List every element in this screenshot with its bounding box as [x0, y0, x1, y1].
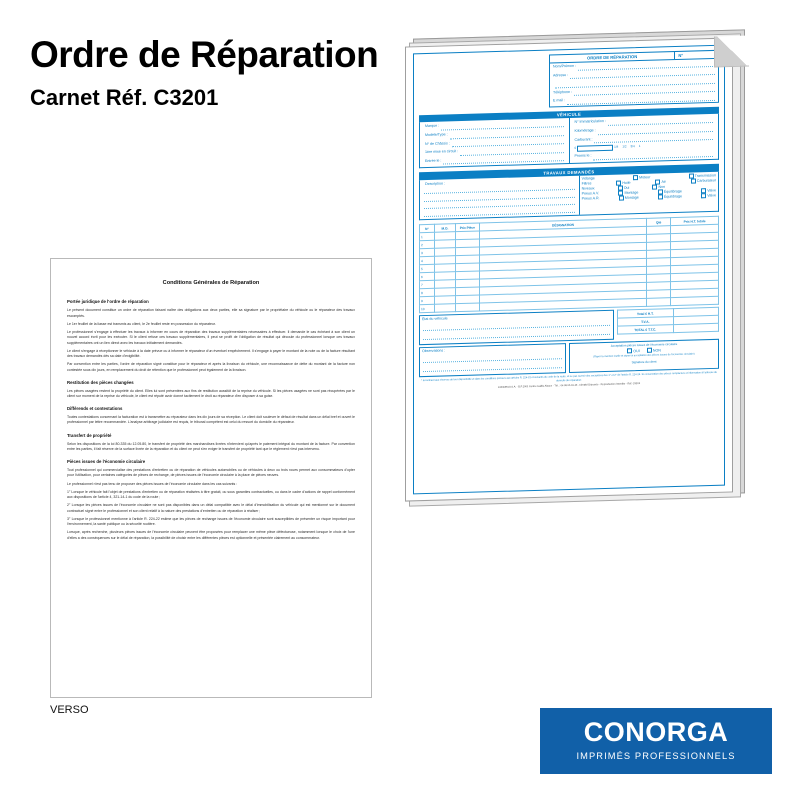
checkbox-icon[interactable]: [627, 348, 632, 353]
col-prix-piece: Prix Pièce: [455, 223, 479, 232]
repair-order-pad: [405, 34, 757, 504]
designation-table: [419, 216, 719, 313]
fuel-tick-3: 3/4: [630, 144, 635, 149]
verso-heading: Conditions Générales de Réparation: [162, 280, 260, 286]
works-option-air[interactable]: Air: [655, 179, 666, 184]
checkbox-icon[interactable]: [652, 184, 657, 189]
field-label-nom: Nom/Prénom :: [553, 63, 577, 69]
row-number: 10: [420, 304, 435, 312]
circular-box-title: Acceptation pièces issues de l'économie circulaire: [610, 342, 678, 349]
works-option-valve-ar[interactable]: Valve: [701, 193, 716, 198]
verso-paragraph: Selon les dispositions de la loi 80-335 du 12.05.80, le transfert de propriété des marchandises livrées n'intervient qu'après le paiement intégral du montant de la facture. Par convention entre les parties, il fait réserve de la surface livrée de la réparation et du client ne peut s'en exiger le transfert de propriété tant que le règlement n'est pas intervenu.: [67, 441, 355, 451]
works-option-moteur[interactable]: Moteur: [633, 174, 650, 179]
row-number: 7: [420, 280, 435, 288]
circular-option-oui[interactable]: OUI: [627, 349, 640, 353]
verso-paragraph: 3° Lorsque le professionnel mentionne à l'article R. 224-22 estime que les pièces de rechange issues de l'économie circulaire sont susceptibles de présenter un risque important pour l'environnement, la santé publique ou la sécurité routière.: [67, 516, 355, 527]
verso-document: [50, 258, 372, 716]
verso-paragraph: Toutes contestations concernant la facturation est à transmettre au réparateur dans les dix jours de sa réception. Le client doit soulever le défaut de résultat dans un délai bref et ouvert le professionnel par lettre recommandée. L'analyse arbitrage judiciaire est requis, le tribunal compétent est celui du ressort du domicile du réparateur.: [67, 415, 355, 425]
col-qte: Qté: [647, 218, 671, 227]
page-title: Ordre de Réparation: [30, 34, 379, 75]
col-num: N°: [420, 224, 435, 232]
totals-label-ht: Total € H.T.: [618, 309, 674, 319]
checkbox-icon[interactable]: [633, 175, 638, 180]
works-option-carburateur[interactable]: Carburateur: [691, 178, 716, 184]
totals-table: [617, 307, 719, 335]
works-label-filtres: Filtres: [581, 181, 592, 186]
field-label-telephone: Téléphone :: [553, 89, 572, 95]
works-option-transmission[interactable]: Transmission: [689, 173, 716, 179]
works-option-non[interactable]: Non: [652, 184, 665, 189]
col-mo: M.O.: [434, 224, 455, 233]
verso-section-heading: Restitution des pièces changées: [67, 379, 134, 385]
row-number: 9: [420, 296, 435, 304]
field-label-chassis: N° de Châssis :: [425, 140, 450, 146]
works-option-huile[interactable]: Huile: [616, 180, 630, 185]
totals-label-tva: T.V.A.: [618, 317, 674, 327]
verso-paragraph: Par convention entre les parties, l'ordre de réparation signé constitue pour le réparateur et après la livraison du véhicule, une reconnaissance de dette du montant de la facture non contestée sous dix jours, en remplacement du droit de rétention que le professionnel peut également de la livraison.: [67, 362, 355, 372]
totals-value-ttc[interactable]: [673, 323, 718, 332]
row-number: 8: [420, 288, 435, 296]
verso-paragraph: Les pièces usagées restent la propriété du client. Elles lui sont présentées aux fins de restitution aussitôt de la reprise du véhicule. Si les pièces usagées ne sont pas récupérées par le client sur moment de la reprise du véhicule, le client est réputé avoir donné tacitement le droit au réparateur d'en disposer à sa guise.: [67, 388, 355, 399]
row-number: 5: [420, 264, 435, 272]
checkbox-icon[interactable]: [619, 195, 624, 200]
company-line: CONORGA S.A. - B.P.1001 Centre Gaillle Alsace - Tél. : 04 99 65 01 43 - Identité Déposée - Reproduction Interdite - Réf. C3201: [497, 382, 641, 390]
checkbox-icon[interactable]: [701, 193, 706, 198]
field-label-modele: Modèle/Type :: [425, 132, 448, 137]
field-label-promis: Promis le :: [574, 153, 592, 158]
verso-paragraph: 1° Lorsque le véhicule fait l'objet de prestations d'entretien ou de réparation réalisées à titre gratuit, ou sous garanties contractuelles, ou dans le cadre d'actions de rappel conformément aux dispositions de l'article 4, 321-14-1 du code de la route ;: [67, 489, 355, 500]
field-label-description: Description :: [425, 181, 445, 186]
row-number: 1: [420, 232, 435, 240]
observations-line-1[interactable]: [423, 352, 562, 362]
field-label-kilometrage: Kilométrage :: [574, 128, 596, 133]
field-label-miseencirculation: 1ère mise en circuit :: [425, 149, 459, 155]
field-label-carburant: Carburant :: [574, 136, 593, 142]
verso-section-heading: Transfert de propriété: [67, 432, 112, 438]
row-number: 2: [420, 240, 435, 248]
verso-paragraph: Le professionnel n'est pas tenu de proposer des pièces issues de l'économie circulaire dans les cas suivants :: [67, 481, 238, 486]
verso-paragraph: Le professionnel s'engage à effectuer les travaux à informer en cours de réparation des travaux supplémentaires nécessaires à effectuer. Il demande le cas échéant à son client un nouvel accord écrit pour les exécuter. Si le client refuse ces travaux supplémentaires, il peut se profit de l'obligation de résultat qui découle du professionnel lorsque ces travaux supplémentaires ont un lien direct avec les travaux initialement demandés.: [67, 330, 355, 345]
works-option-montage-av[interactable]: Montage: [618, 190, 638, 196]
verso-section-heading: Pièces issues de l'économie circulaire: [67, 459, 146, 465]
works-option-montage-ar[interactable]: Montage: [619, 195, 639, 201]
fuel-tick-2: 1/2: [622, 144, 627, 149]
verso-label: VERSO: [50, 704, 89, 716]
logo-tagline: IMPRIMÉS PROFESSIONNELS: [576, 751, 736, 761]
works-label-pneus-av: Pneus A.V.: [581, 190, 600, 196]
field-label-observations: Observations :: [422, 348, 446, 354]
checkbox-icon[interactable]: [647, 348, 652, 353]
section-vehicle-bar: VÉHICULE: [419, 107, 719, 123]
works-option-valve-av[interactable]: Valve: [701, 188, 716, 193]
verso-paragraph: 2° Lorsque les pièces issues de l'économie circulaire ne sont pas disponibles dans un délai compatible avec le délai d'immobilisation du véhicule qui est mentionné sur le document contractuel signé entre le professionnel et son client relatif à la nature des prestations d'entretien ou de réparation à réaliser ;: [67, 503, 355, 513]
signature-label: Signature du client: [631, 359, 657, 364]
verso-paragraph: Lorsque, après recherche, plusieurs pièces issues de l'économie circulaire peuvent être proposées pour remplacer une même pièce défectueuse, notamment lorsque le choix de l'une d'elles a des conséquences sur le délai de réparation, la possibilité de choisir entre les différentes pièces est optionnelle et présentée clairement au consommateur.: [67, 530, 355, 540]
repair-order-form: [413, 45, 725, 495]
works-option-oui[interactable]: Oui: [618, 185, 630, 190]
field-input-entree[interactable]: [443, 155, 563, 165]
row-number: 6: [420, 272, 435, 280]
row-number: 3: [420, 248, 435, 256]
field-label-entree: Entrée le :: [425, 158, 442, 163]
cell-total[interactable]: [671, 296, 719, 305]
section-works-bar: TRAVAUX DEMANDÉS: [419, 164, 719, 180]
fuel-tick-0: 0: [574, 145, 577, 150]
field-input-email[interactable]: [567, 94, 715, 105]
pad-top-sheet: [405, 37, 733, 501]
observations-line-2[interactable]: [423, 362, 562, 372]
verso-section-heading: Différends et contestations: [67, 406, 123, 412]
works-label-vidange: Vidange: [581, 175, 595, 181]
fuel-gauge-bar[interactable]: [574, 145, 613, 152]
fuel-tick-4: 1: [638, 144, 641, 149]
row-number: 4: [420, 256, 435, 264]
title-block: [30, 36, 410, 111]
field-label-marque: Marque :: [425, 123, 440, 129]
verso-paragraph: Tout professionnel qui commercialise des prestations d'entretien ou de réparation de véhicules automobiles ou de véhicules à deux ou trois roues permet aux consommateurs d'opter pour l'utilisation, pour certaines catégories de pièces de rechange, de pièces issues de l'économie circulaire à la place de pièces neuves.: [67, 468, 355, 478]
form-number-label: N°: [674, 51, 718, 59]
checkbox-icon[interactable]: [658, 194, 663, 199]
cell-mo[interactable]: [434, 304, 455, 313]
totals-row-ttc: [618, 323, 719, 334]
verso-paragraph: Le client s'engage à réceptionner le véhicule à la date prévue ou à informer le réparateur d'un éventuel empêchement. Il s'engage à payer le montant de la note ou de la facture résultant des travaux demandés dès sa date d'exigibilité.: [67, 348, 355, 359]
fuel-tick-1: 1/4: [614, 144, 619, 149]
pad-corner-fold: [714, 36, 749, 68]
field-label-adresse: Adresse :: [553, 72, 569, 78]
cell-qte[interactable]: [647, 298, 671, 307]
cell-prix-piece[interactable]: [455, 303, 479, 312]
circular-note: (Rayer la mention inutile et signer si acceptation des pièces issues de l'économie circulaire): [593, 352, 695, 359]
logo-name: CONORGA: [583, 717, 729, 747]
circular-option-non[interactable]: NON: [647, 348, 661, 352]
verso-paragraph: Le 1er feuillet de la liasse est transmis au client, le 2e feuillet reste en possession du réparateur.: [67, 321, 216, 326]
conorga-logo: [540, 708, 772, 774]
page-subtitle: Carnet Réf. C3201: [30, 84, 219, 110]
works-option-equilibrage-av[interactable]: Équilibrage: [658, 189, 682, 195]
form-header-title: ORDRE DE RÉPARATION: [586, 54, 638, 61]
verso-sheet: [50, 258, 372, 698]
form-footnote: * Incombant aux réserves de leur disponibilité et dans les conditions prévues aux articles R. 224-22 et suivants du code de la route, et ne pas revenir des exceptions des 1° et 2° de l'article R. 224-24. Si conservation des pièces remplacées et information à l'adresse du domicile du réparateur.: [421, 371, 717, 383]
field-label-etat: État du véhicule: [422, 316, 448, 322]
col-designation: DÉSIGNATION: [479, 218, 646, 231]
works-option-equilibrage-ar[interactable]: Équilibrage: [658, 194, 682, 200]
works-label-niveaux: Niveaux: [581, 185, 595, 191]
field-input-promis[interactable]: [593, 150, 713, 160]
works-label-pneus-ar: Pneus A.R.: [581, 195, 600, 201]
totals-label-ttc: TOTAL € T.T.C.: [618, 325, 674, 335]
field-label-email: E mail :: [553, 98, 565, 103]
col-prix-total: Prix H.T. totale: [671, 216, 719, 225]
field-label-immatriculation: N° Immatriculation :: [574, 119, 606, 125]
verso-paragraph: Le présent document constitue un ordre de réparation faisant naître des obligations aux deux parties, elle sa signature par le propriétaire du véhicule ou le réparateur des travaux escomptés.: [67, 308, 355, 318]
verso-section-heading: Portée juridique de l'ordre de réparation: [67, 299, 149, 305]
etat-line-2[interactable]: [423, 329, 610, 341]
